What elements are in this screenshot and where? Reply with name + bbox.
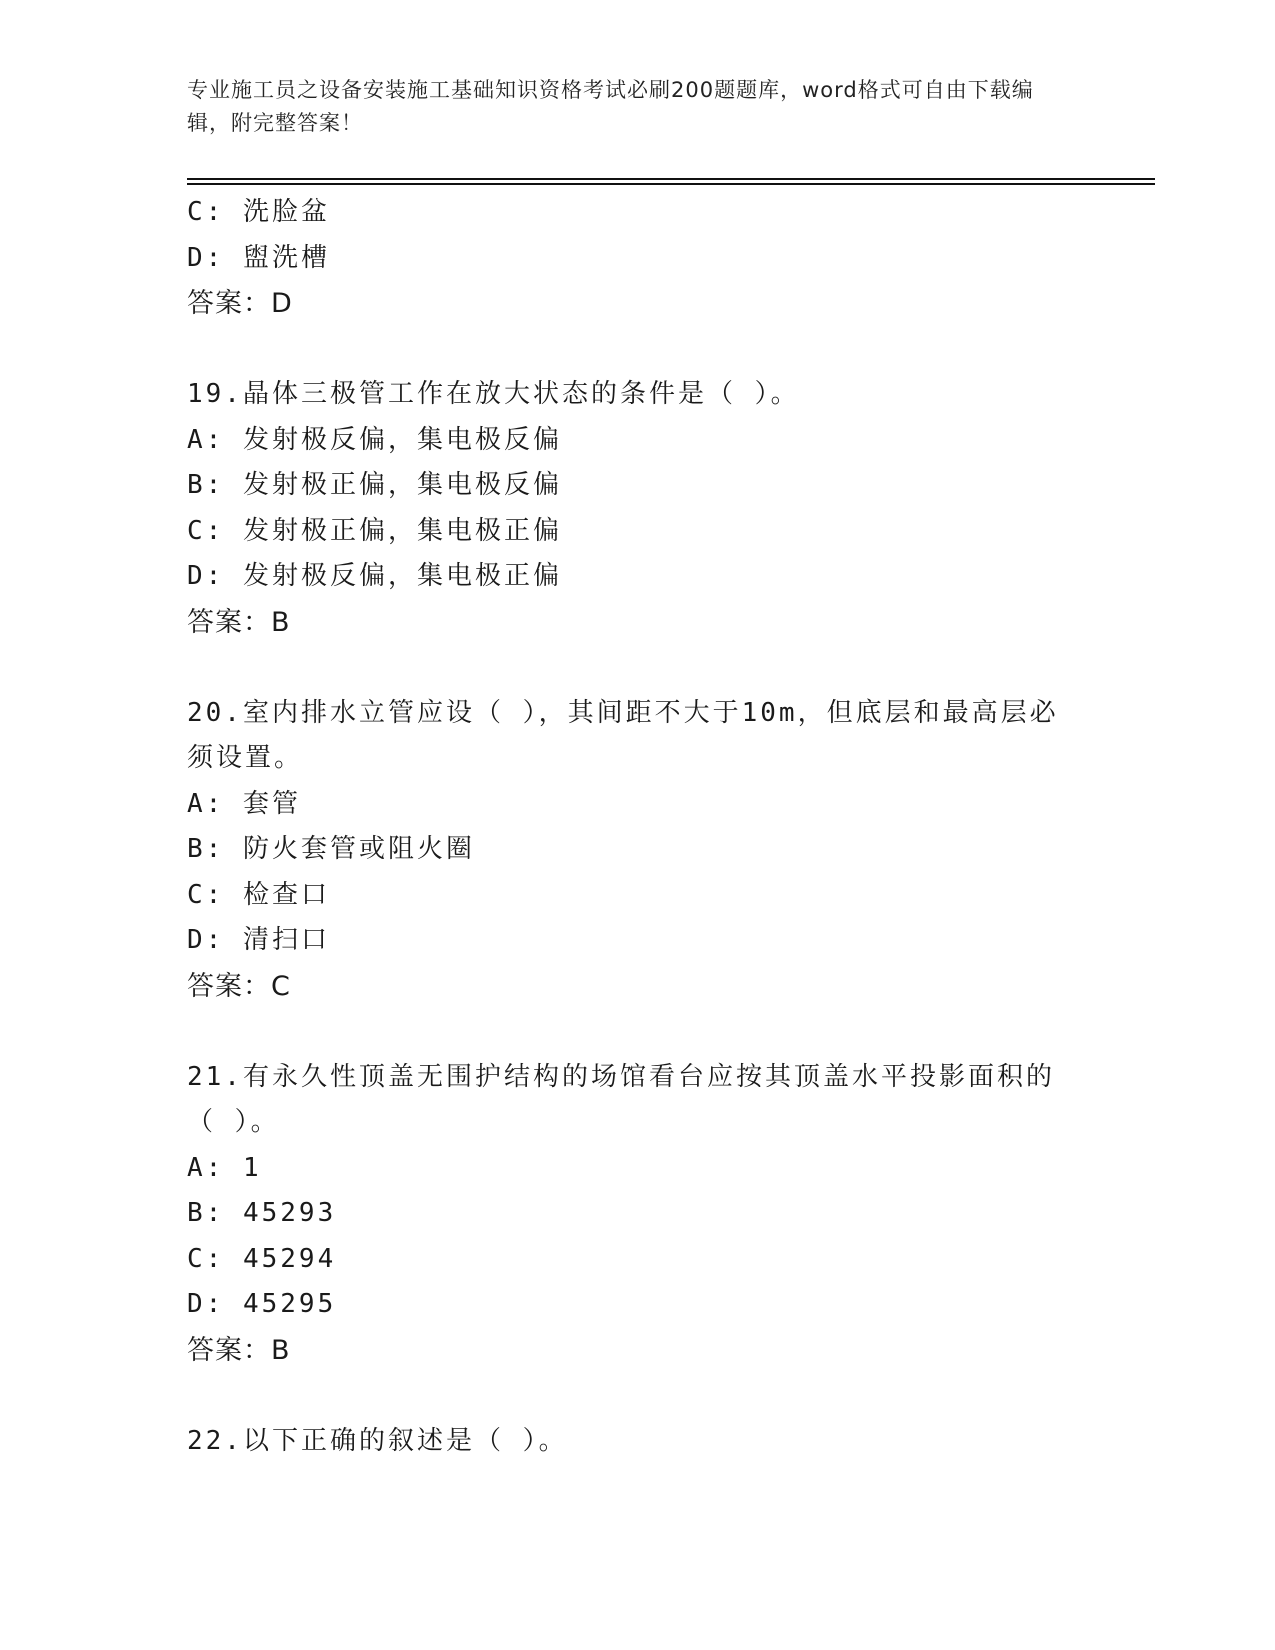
answer: 答案：B	[187, 1334, 291, 1366]
header-rule-top	[187, 178, 1155, 180]
question-stem: 21.有永久性顶盖无围护结构的场馆看台应按其顶盖水平投影面积的（ ）。	[187, 1061, 1055, 1137]
answer: 答案：C	[187, 970, 291, 1002]
question-21	[187, 1055, 1087, 1374]
answer: 答案：B	[187, 606, 291, 638]
option-d: D: 45295	[187, 1289, 337, 1319]
option-b: B: 防火套管或阻火圈	[187, 834, 475, 864]
option-d: D: 发射极反偏，集电极正偏	[187, 561, 562, 591]
option-a: A: 套管	[187, 788, 301, 819]
question-list	[187, 190, 1087, 1464]
option-a: A: 发射极反偏，集电极反偏	[187, 424, 562, 455]
partial-question	[187, 190, 1087, 327]
option-a: A: 1	[187, 1152, 262, 1183]
option-d: D: 盥洗槽	[187, 242, 330, 273]
question-stem: 22.以下正确的叙述是（ ）。	[187, 1425, 568, 1456]
question-stem: 20.室内排水立管应设（ ），其间距不大于10m，但底层和最高层必须设置。	[187, 697, 1059, 773]
answer: 答案：D	[187, 288, 293, 319]
header-rule-bottom	[187, 183, 1155, 185]
option-c: C: 检查口	[187, 879, 330, 910]
option-b: B: 发射极正偏，集电极反偏	[187, 470, 562, 500]
option-b: B: 45293	[187, 1198, 337, 1228]
option-c: C: 洗脸盆	[187, 197, 330, 227]
question-20	[187, 691, 1087, 1010]
document-header: 专业施工员之设备安装施工基础知识资格考试必刷200题题库，word格式可自由下载编辑，附完整答案！	[187, 78, 1034, 135]
question-22	[187, 1419, 1087, 1465]
question-19	[187, 372, 1087, 645]
option-c: C: 发射极正偏，集电极正偏	[187, 515, 562, 546]
question-stem: 19.晶体三极管工作在放大状态的条件是（ ）。	[187, 379, 800, 409]
option-d: D: 清扫口	[187, 925, 330, 955]
option-c: C: 45294	[187, 1243, 337, 1274]
